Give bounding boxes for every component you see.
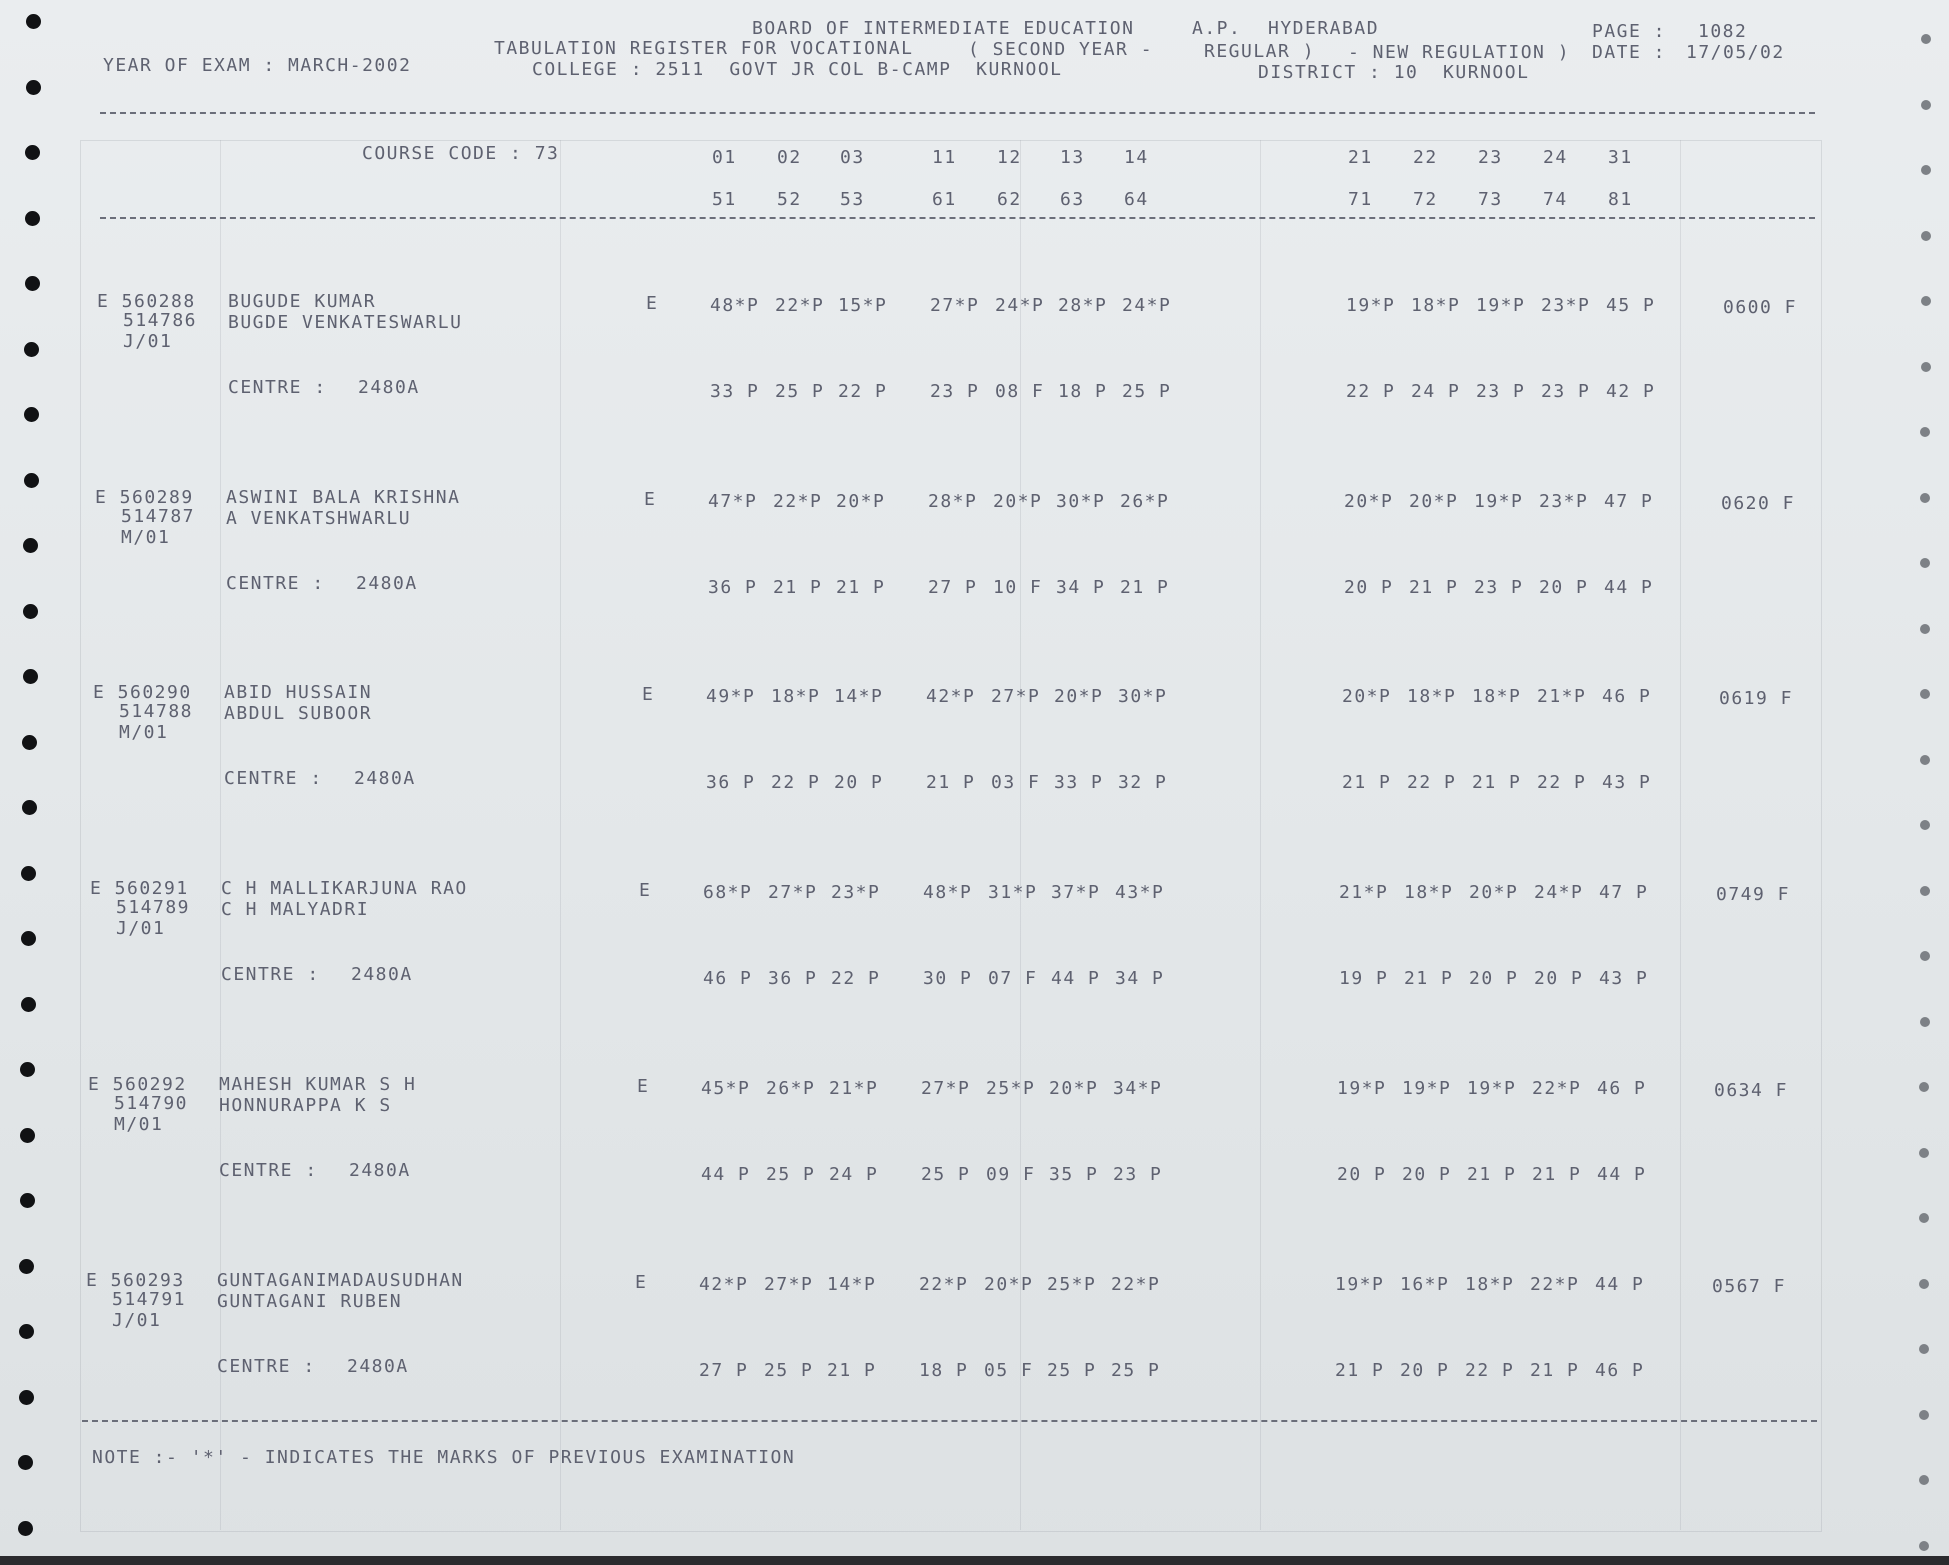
year-of-exam: YEAR OF EXAM : MARCH-2002 <box>103 55 412 76</box>
feed-hole <box>24 473 39 488</box>
mark-first-year: 20*P <box>1049 1078 1099 1099</box>
feed-hole <box>1921 100 1931 110</box>
mark-first-year: 46 P <box>1597 1078 1647 1099</box>
centre-label: CENTRE : <box>219 1160 318 1181</box>
centre-code: 2480A <box>358 377 420 398</box>
father-name: ABDUL SUBOOR <box>224 703 373 724</box>
subject-code: 23 <box>1478 147 1503 168</box>
mark-second-year: 20 P <box>1534 968 1584 989</box>
total-result: 0567 F <box>1712 1276 1787 1297</box>
mark-second-year: 20 P <box>834 772 884 793</box>
mark-second-year: 42 P <box>1606 381 1656 402</box>
feed-hole <box>1919 1213 1929 1223</box>
mark-first-year: 42*P <box>926 686 976 707</box>
registration-number: 514786 <box>123 310 198 331</box>
feed-hole <box>25 145 40 160</box>
mark-second-year: 44 P <box>701 1164 751 1185</box>
mark-first-year: 42*P <box>699 1274 749 1295</box>
subject-code: 63 <box>1060 189 1085 210</box>
mark-first-year: 47 P <box>1604 491 1654 512</box>
mark-first-year: 14*P <box>834 686 884 707</box>
background-grid-line <box>220 140 221 1530</box>
mark-first-year: 31*P <box>988 882 1038 903</box>
feed-hole <box>1920 820 1930 830</box>
mark-second-year: 34 P <box>1115 968 1165 989</box>
mark-second-year: 23 P <box>1113 1164 1163 1185</box>
centre-code: 2480A <box>349 1160 411 1181</box>
mark-first-year: 18*P <box>1472 686 1522 707</box>
mark-first-year: 19*P <box>1337 1078 1387 1099</box>
father-name: C H MALYADRI <box>221 899 370 920</box>
mark-first-year: 27*P <box>764 1274 814 1295</box>
mark-first-year: 21*P <box>1537 686 1587 707</box>
mark-second-year: 27 P <box>928 577 978 598</box>
mark-second-year: 32 P <box>1118 772 1168 793</box>
mark-first-year: 27*P <box>991 686 1041 707</box>
subject-code: 51 <box>712 189 737 210</box>
mark-second-year: 18 P <box>919 1360 969 1381</box>
feed-hole <box>25 276 40 291</box>
mark-first-year: 45 P <box>1606 295 1656 316</box>
mark-second-year: 44 P <box>1597 1164 1647 1185</box>
father-name: HONNURAPPA K S <box>219 1095 392 1116</box>
mark-first-year: 20*P <box>1344 491 1394 512</box>
mark-first-year: 27*P <box>930 295 980 316</box>
feed-hole <box>23 604 38 619</box>
feed-hole <box>1921 296 1931 306</box>
mark-second-year: 36 P <box>706 772 756 793</box>
subject-code: 13 <box>1060 147 1085 168</box>
mark-first-year: 49*P <box>706 686 756 707</box>
registration-number: 514790 <box>114 1093 189 1114</box>
roll-number: E 560288 <box>97 291 196 312</box>
mark-first-year: 28*P <box>928 491 978 512</box>
mark-first-year: 43*P <box>1115 882 1165 903</box>
mark-second-year: 21 P <box>1467 1164 1517 1185</box>
mark-second-year: 10 F <box>993 577 1043 598</box>
mark-second-year: 18 P <box>1058 381 1108 402</box>
stream-label: ( SECOND YEAR - <box>968 39 1154 60</box>
subject-code: 62 <box>997 189 1022 210</box>
medium: E <box>642 684 655 705</box>
mark-first-year: 28*P <box>1058 295 1108 316</box>
footer-rule <box>82 1420 1817 1422</box>
centre-code: 2480A <box>351 964 413 985</box>
mark-second-year: 21 P <box>926 772 976 793</box>
mark-second-year: 20 P <box>1402 1164 1452 1185</box>
mark-first-year: 22*P <box>1111 1274 1161 1295</box>
feed-hole <box>19 1324 34 1339</box>
mark-second-year: 21 P <box>1120 577 1170 598</box>
mark-second-year: 07 F <box>988 968 1038 989</box>
mark-first-year: 19*P <box>1474 491 1524 512</box>
print-date: 17/05/02 <box>1686 42 1785 63</box>
subject-code: 02 <box>777 147 802 168</box>
mark-first-year: 23*P <box>1541 295 1591 316</box>
mark-second-year: 22 P <box>1407 772 1457 793</box>
feed-hole <box>1919 1148 1929 1158</box>
footnote: NOTE :- '*' - INDICATES THE MARKS OF PREVIOUS EXAMINATION <box>92 1447 796 1468</box>
mark-second-year: 08 F <box>995 381 1045 402</box>
background-grid-line <box>1020 140 1021 1530</box>
subject-code: 73 <box>1478 189 1503 210</box>
mark-first-year: 45*P <box>701 1078 751 1099</box>
centre-code: 2480A <box>347 1356 409 1377</box>
subject-code: 64 <box>1124 189 1149 210</box>
mark-second-year: 05 F <box>984 1360 1034 1381</box>
mark-second-year: 22 P <box>771 772 821 793</box>
city-label: HYDERABAD <box>1268 18 1380 39</box>
mark-first-year: 23*P <box>831 882 881 903</box>
mark-first-year: 68*P <box>703 882 753 903</box>
mark-first-year: 18*P <box>1407 686 1457 707</box>
mark-first-year: 18*P <box>1465 1274 1515 1295</box>
feed-hole <box>18 1455 33 1470</box>
feed-hole <box>21 866 36 881</box>
total-result: 0749 F <box>1716 884 1791 905</box>
group-code: J/01 <box>123 331 173 352</box>
mark-first-year: 24*P <box>995 295 1045 316</box>
mark-first-year: 27*P <box>921 1078 971 1099</box>
centre-label: CENTRE : <box>226 573 325 594</box>
mark-second-year: 25 P <box>1047 1360 1097 1381</box>
mark-second-year: 21 P <box>1409 577 1459 598</box>
feed-hole <box>22 735 37 750</box>
subject-code: 72 <box>1413 189 1438 210</box>
mark-first-year: 48*P <box>710 295 760 316</box>
subject-code: 14 <box>1124 147 1149 168</box>
feed-hole <box>25 211 40 226</box>
mark-second-year: 21 P <box>1530 1360 1580 1381</box>
college-info: COLLEGE : 2511 GOVT JR COL B-CAMP KURNOOL <box>532 59 1063 80</box>
mark-second-year: 27 P <box>699 1360 749 1381</box>
mark-first-year: 22*P <box>773 491 823 512</box>
feed-hole <box>1920 624 1930 634</box>
feed-hole <box>1919 1279 1929 1289</box>
feed-hole <box>1919 1541 1929 1551</box>
mark-second-year: 20 P <box>1337 1164 1387 1185</box>
subject-code: 61 <box>932 189 957 210</box>
mark-second-year: 23 P <box>1476 381 1526 402</box>
feed-hole <box>1921 34 1931 44</box>
mark-second-year: 24 P <box>829 1164 879 1185</box>
feed-hole <box>18 1521 33 1536</box>
subject-code: 31 <box>1608 147 1633 168</box>
feed-hole <box>23 669 38 684</box>
feed-hole <box>19 1259 34 1274</box>
mark-second-year: 46 P <box>1595 1360 1645 1381</box>
mark-first-year: 20*P <box>984 1274 1034 1295</box>
feed-hole <box>1920 951 1930 961</box>
medium: E <box>635 1272 648 1293</box>
page-number: 1082 <box>1698 21 1748 42</box>
mark-second-year: 21 P <box>1472 772 1522 793</box>
mark-first-year: 37*P <box>1051 882 1101 903</box>
mark-first-year: 47*P <box>708 491 758 512</box>
mark-second-year: 44 P <box>1604 577 1654 598</box>
student-name: ASWINI BALA KRISHNA <box>226 487 461 508</box>
centre-code: 2480A <box>356 573 418 594</box>
feed-hole <box>1920 493 1930 503</box>
centre-code: 2480A <box>354 768 416 789</box>
mark-second-year: 35 P <box>1049 1164 1099 1185</box>
mark-second-year: 25 P <box>775 381 825 402</box>
mark-second-year: 21 P <box>1335 1360 1385 1381</box>
mark-first-year: 46 P <box>1602 686 1652 707</box>
mark-first-year: 19*P <box>1467 1078 1517 1099</box>
mark-first-year: 26*P <box>766 1078 816 1099</box>
feed-hole <box>20 1128 35 1143</box>
group-code: M/01 <box>114 1114 164 1135</box>
mark-second-year: 25 P <box>764 1360 814 1381</box>
medium: E <box>639 880 652 901</box>
mark-first-year: 26*P <box>1120 491 1170 512</box>
mark-second-year: 20 P <box>1539 577 1589 598</box>
subject-code: 53 <box>840 189 865 210</box>
mark-first-year: 19*P <box>1346 295 1396 316</box>
centre-label: CENTRE : <box>224 768 323 789</box>
mark-first-year: 20*P <box>993 491 1043 512</box>
feed-hole <box>1920 689 1930 699</box>
feed-hole <box>22 800 37 815</box>
mark-second-year: 09 F <box>986 1164 1036 1185</box>
father-name: BUGDE VENKATESWARLU <box>228 312 463 333</box>
feed-hole <box>1919 1475 1929 1485</box>
mark-first-year: 14*P <box>827 1274 877 1295</box>
roll-number: E 560293 <box>86 1270 185 1291</box>
column-header-rule <box>100 217 1815 219</box>
mark-first-year: 25*P <box>986 1078 1036 1099</box>
subject-code: 01 <box>712 147 737 168</box>
mark-first-year: 21*P <box>1339 882 1389 903</box>
feed-hole <box>1920 427 1930 437</box>
mark-second-year: 36 P <box>708 577 758 598</box>
mark-second-year: 20 P <box>1469 968 1519 989</box>
mark-first-year: 16*P <box>1400 1274 1450 1295</box>
mark-first-year: 18*P <box>1411 295 1461 316</box>
mark-second-year: 44 P <box>1051 968 1101 989</box>
background-grid-line <box>560 140 561 1530</box>
mark-first-year: 23*P <box>1539 491 1589 512</box>
total-result: 0619 F <box>1719 688 1794 709</box>
feed-hole <box>21 931 36 946</box>
page-label: PAGE : <box>1592 21 1667 42</box>
total-result: 0620 F <box>1721 493 1796 514</box>
register-title: TABULATION REGISTER FOR VOCATIONAL <box>494 38 914 59</box>
mark-second-year: 22 P <box>1465 1360 1515 1381</box>
subject-code: 71 <box>1348 189 1373 210</box>
mark-second-year: 22 P <box>838 381 888 402</box>
mark-second-year: 25 P <box>921 1164 971 1185</box>
background-form-grid <box>80 140 1822 1532</box>
centre-label: CENTRE : <box>217 1356 316 1377</box>
type-label: REGULAR ) <box>1204 41 1316 62</box>
registration-number: 514789 <box>116 897 191 918</box>
roll-number: E 560289 <box>95 487 194 508</box>
mark-first-year: 24*P <box>1122 295 1172 316</box>
mark-second-year: 20 P <box>1400 1360 1450 1381</box>
mark-first-year: 18*P <box>771 686 821 707</box>
date-label: DATE : <box>1592 42 1667 63</box>
registration-number: 514787 <box>121 506 196 527</box>
mark-second-year: 33 P <box>1054 772 1104 793</box>
registration-number: 514791 <box>112 1289 187 1310</box>
mark-second-year: 23 P <box>1541 381 1591 402</box>
feed-hole <box>1919 1344 1929 1354</box>
mark-first-year: 24*P <box>1534 882 1584 903</box>
mark-second-year: 25 P <box>1111 1360 1161 1381</box>
mark-first-year: 20*P <box>836 491 886 512</box>
mark-first-year: 27*P <box>768 882 818 903</box>
student-name: GUNTAGANIMADAUSUDHAN <box>217 1270 464 1291</box>
centre-label: CENTRE : <box>228 377 327 398</box>
mark-first-year: 20*P <box>1409 491 1459 512</box>
regulation-label: - NEW REGULATION ) <box>1348 42 1571 63</box>
mark-second-year: 36 P <box>768 968 818 989</box>
mark-first-year: 22*P <box>1530 1274 1580 1295</box>
subject-code: 11 <box>932 147 957 168</box>
board-title: BOARD OF INTERMEDIATE EDUCATION <box>752 18 1135 39</box>
group-code: M/01 <box>119 722 169 743</box>
roll-number: E 560291 <box>90 878 189 899</box>
medium: E <box>637 1076 650 1097</box>
feed-hole <box>23 538 38 553</box>
subject-code: 22 <box>1413 147 1438 168</box>
mark-first-year: 22*P <box>1532 1078 1582 1099</box>
mark-second-year: 21 P <box>1404 968 1454 989</box>
mark-first-year: 20*P <box>1469 882 1519 903</box>
student-name: ABID HUSSAIN <box>224 682 373 703</box>
mark-second-year: 21 P <box>1342 772 1392 793</box>
subject-code: 12 <box>997 147 1022 168</box>
feed-hole <box>1920 755 1930 765</box>
mark-second-year: 22 P <box>1537 772 1587 793</box>
feed-hole <box>26 14 41 29</box>
mark-second-year: 19 P <box>1339 968 1389 989</box>
mark-first-year: 19*P <box>1476 295 1526 316</box>
student-name: C H MALLIKARJUNA RAO <box>221 878 468 899</box>
mark-second-year: 03 F <box>991 772 1041 793</box>
mark-second-year: 21 P <box>1532 1164 1582 1185</box>
registration-number: 514788 <box>119 701 194 722</box>
mark-second-year: 43 P <box>1602 772 1652 793</box>
medium: E <box>646 293 659 314</box>
mark-first-year: 20*P <box>1054 686 1104 707</box>
mark-second-year: 30 P <box>923 968 973 989</box>
mark-first-year: 47 P <box>1599 882 1649 903</box>
feed-hole <box>20 1193 35 1208</box>
mark-second-year: 34 P <box>1056 577 1106 598</box>
total-result: 0600 F <box>1723 297 1798 318</box>
mark-second-year: 22 P <box>831 968 881 989</box>
mark-first-year: 19*P <box>1402 1078 1452 1099</box>
student-name: BUGUDE KUMAR <box>228 291 377 312</box>
feed-hole <box>1920 558 1930 568</box>
header-rule <box>100 112 1815 114</box>
subject-code: 52 <box>777 189 802 210</box>
mark-first-year: 22*P <box>775 295 825 316</box>
subject-code: 24 <box>1543 147 1568 168</box>
mark-second-year: 21 P <box>827 1360 877 1381</box>
group-code: J/01 <box>112 1310 162 1331</box>
feed-hole <box>1921 362 1931 372</box>
mark-second-year: 20 P <box>1344 577 1394 598</box>
group-code: M/01 <box>121 527 171 548</box>
mark-second-year: 22 P <box>1346 381 1396 402</box>
roll-number: E 560292 <box>88 1074 187 1095</box>
mark-second-year: 21 P <box>836 577 886 598</box>
mark-second-year: 23 P <box>930 381 980 402</box>
mark-second-year: 25 P <box>766 1164 816 1185</box>
mark-first-year: 18*P <box>1404 882 1454 903</box>
medium: E <box>644 489 657 510</box>
subject-code: 03 <box>840 147 865 168</box>
feed-hole <box>19 1390 34 1405</box>
subject-code: 81 <box>1608 189 1633 210</box>
mark-first-year: 44 P <box>1595 1274 1645 1295</box>
student-name: MAHESH KUMAR S H <box>219 1074 417 1095</box>
feed-hole <box>20 1062 35 1077</box>
mark-second-year: 46 P <box>703 968 753 989</box>
mark-first-year: 30*P <box>1118 686 1168 707</box>
mark-first-year: 21*P <box>829 1078 879 1099</box>
feed-hole <box>1920 1017 1930 1027</box>
mark-first-year: 15*P <box>838 295 888 316</box>
centre-label: CENTRE : <box>221 964 320 985</box>
mark-second-year: 23 P <box>1474 577 1524 598</box>
feed-hole <box>1920 886 1930 896</box>
mark-first-year: 20*P <box>1342 686 1392 707</box>
feed-hole <box>21 997 36 1012</box>
father-name: GUNTAGANI RUBEN <box>217 1291 403 1312</box>
mark-second-year: 43 P <box>1599 968 1649 989</box>
mark-first-year: 19*P <box>1335 1274 1385 1295</box>
mark-second-year: 24 P <box>1411 381 1461 402</box>
mark-second-year: 21 P <box>773 577 823 598</box>
background-grid-line <box>1260 140 1261 1530</box>
subject-code: 21 <box>1348 147 1373 168</box>
mark-second-year: 25 P <box>1122 381 1172 402</box>
mark-first-year: 30*P <box>1056 491 1106 512</box>
roll-number: E 560290 <box>93 682 192 703</box>
feed-hole <box>24 407 39 422</box>
mark-first-year: 25*P <box>1047 1274 1097 1295</box>
subject-code: 74 <box>1543 189 1568 210</box>
state-label: A.P. <box>1192 18 1242 39</box>
mark-second-year: 33 P <box>710 381 760 402</box>
district-info: DISTRICT : 10 KURNOOL <box>1258 62 1530 83</box>
mark-first-year: 48*P <box>923 882 973 903</box>
feed-hole <box>1921 165 1931 175</box>
background-grid-line <box>1680 140 1681 1530</box>
feed-hole <box>26 80 41 95</box>
feed-hole <box>24 342 39 357</box>
total-result: 0634 F <box>1714 1080 1789 1101</box>
group-code: J/01 <box>116 918 166 939</box>
course-code: COURSE CODE : 73 <box>362 143 560 164</box>
father-name: A VENKATSHWARLU <box>226 508 412 529</box>
mark-first-year: 34*P <box>1113 1078 1163 1099</box>
feed-hole <box>1919 1082 1929 1092</box>
scan-bottom-edge <box>0 1556 1949 1565</box>
feed-hole <box>1921 231 1931 241</box>
mark-first-year: 22*P <box>919 1274 969 1295</box>
feed-hole <box>1919 1410 1929 1420</box>
